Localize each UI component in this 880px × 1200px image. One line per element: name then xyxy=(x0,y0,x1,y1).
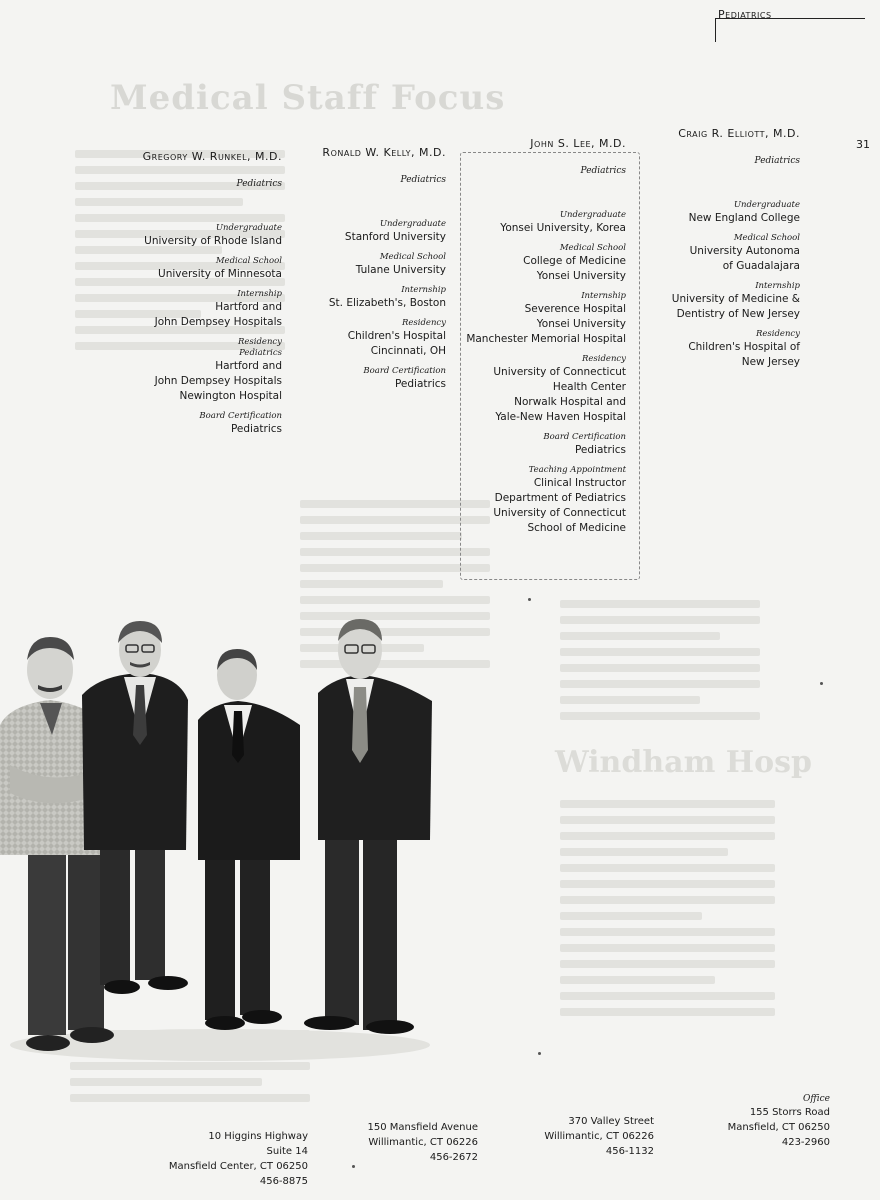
ghost-title-right: Windham Hosp xyxy=(555,745,813,780)
credential-entry xyxy=(466,354,626,425)
credential-heading: Board Certification xyxy=(543,432,626,442)
credential-line: Tulane University xyxy=(355,264,446,276)
doctor-column-kelly xyxy=(322,146,446,399)
office-line: 155 Storrs Road xyxy=(749,1107,830,1118)
credential-entry xyxy=(322,366,446,392)
credential-line: New Jersey xyxy=(741,356,800,368)
credential-entry xyxy=(143,289,282,330)
credential-heading: Medical School xyxy=(379,252,446,262)
credential-entry xyxy=(672,200,800,226)
office-line: 456-2672 xyxy=(429,1152,478,1163)
credential-line: Pediatrics xyxy=(239,348,282,358)
credential-line: Norwalk Hospital and xyxy=(514,396,626,408)
credential-entry xyxy=(672,233,800,274)
credential-entry xyxy=(672,281,800,322)
credential-line: School of Medicine xyxy=(527,522,626,534)
office-heading: Office xyxy=(803,1094,830,1104)
doctor-specialty: Pediatrics xyxy=(400,175,446,185)
credential-line: Pediatrics xyxy=(574,444,626,456)
credential-line: University of Rhode Island xyxy=(144,235,282,247)
office-line: Mansfield Center, CT 06250 xyxy=(168,1161,308,1172)
credential-heading: Medical School xyxy=(215,256,282,266)
doctor-name: Ronald W. Kelly, M.D. xyxy=(322,146,446,159)
credential-entry xyxy=(466,465,626,536)
office-line: Suite 14 xyxy=(266,1146,308,1157)
credential-entry xyxy=(466,210,626,236)
credential-line: Dentistry of New Jersey xyxy=(676,308,800,320)
doctor-name: John S. Lee, M.D. xyxy=(530,137,626,150)
doctor-column-elliott xyxy=(672,127,800,377)
credential-heading: Residency xyxy=(581,354,626,364)
page-number: 31 xyxy=(856,138,870,151)
doctor-name: Gregory W. Runkel, M.D. xyxy=(142,150,282,163)
credential-heading: Board Certification xyxy=(199,411,282,421)
office-address-mansfield-center xyxy=(169,1129,308,1189)
credential-entry xyxy=(143,337,282,404)
credential-line: New England College xyxy=(688,212,800,224)
credential-heading: Board Certification xyxy=(363,366,446,376)
credential-heading: Residency xyxy=(237,337,282,347)
credential-entry xyxy=(322,219,446,245)
office-line: 456-1132 xyxy=(605,1146,654,1157)
office-line: 10 Higgins Highway xyxy=(208,1131,308,1142)
speck xyxy=(528,598,531,601)
credential-line: Clinical Instructor xyxy=(533,477,626,489)
credential-line: Yonsei University xyxy=(536,270,626,282)
credential-entry xyxy=(322,252,446,278)
person-3 xyxy=(198,649,300,1030)
credential-line: University of Minnesota xyxy=(158,268,282,280)
office-line: Mansfield, CT 06250 xyxy=(727,1122,830,1133)
credential-heading: Residency xyxy=(755,329,800,339)
credential-line: Manchester Memorial Hospital xyxy=(466,333,626,345)
credential-heading: Medical School xyxy=(733,233,800,243)
doctor-column-runkel xyxy=(143,150,282,444)
office-line: 456-8875 xyxy=(259,1176,308,1187)
credential-entry xyxy=(672,329,800,370)
credential-entry xyxy=(466,243,626,284)
doctor-specialty: Pediatrics xyxy=(236,179,282,189)
ghost-lines-right-lower xyxy=(560,800,775,1024)
credential-line: University of Connecticut xyxy=(493,366,626,378)
credential-entry xyxy=(143,256,282,282)
credential-line: Yale-New Haven Hospital xyxy=(495,411,626,423)
credential-line: Cincinnati, OH xyxy=(370,345,446,357)
office-line: 150 Mansfield Avenue xyxy=(367,1122,478,1133)
credential-line: John Dempsey Hospitals xyxy=(154,375,282,387)
doctor-specialty: Pediatrics xyxy=(754,156,800,166)
credential-line: Yonsei University xyxy=(536,318,626,330)
office-address-valley-street xyxy=(544,1114,654,1159)
credential-heading: Internship xyxy=(755,281,800,291)
credential-line: Children's Hospital of xyxy=(688,341,800,353)
physicians-group-photo xyxy=(0,615,460,1065)
doctor-column-lee xyxy=(466,137,626,543)
speck xyxy=(820,682,823,685)
credential-heading: Undergraduate xyxy=(379,219,446,229)
speck xyxy=(538,1052,541,1055)
credential-line: Yonsei University, Korea xyxy=(500,222,626,234)
credential-line: Newington Hospital xyxy=(179,390,282,402)
ghost-lines-right xyxy=(560,600,760,728)
credential-entry xyxy=(322,318,446,359)
credential-heading: Undergraduate xyxy=(733,200,800,210)
section-label: Pediatrics xyxy=(718,8,772,21)
office-line: 423-2960 xyxy=(781,1137,830,1148)
office-address-storrs-road xyxy=(728,1093,830,1150)
credential-line: University Autonoma xyxy=(689,245,800,257)
credential-heading: Internship xyxy=(237,289,282,299)
credential-line: College of Medicine xyxy=(523,255,626,267)
office-line: Willimantic, CT 06226 xyxy=(544,1131,654,1142)
credential-heading: Internship xyxy=(401,285,446,295)
credential-line: St. Elizabeth's, Boston xyxy=(328,297,446,309)
credential-line: Health Center xyxy=(552,381,626,393)
credential-heading: Undergraduate xyxy=(559,210,626,220)
credential-entry xyxy=(143,411,282,437)
credential-entry xyxy=(466,291,626,347)
credential-line: Pediatrics xyxy=(394,378,446,390)
credential-line: Pediatrics xyxy=(230,423,282,435)
ghost-title-left: Medical Staff Focus xyxy=(110,78,506,118)
credential-line: Severence Hospital xyxy=(524,303,626,315)
credential-line: Department of Pediatrics xyxy=(494,492,626,504)
credential-line: John Dempsey Hospitals xyxy=(154,316,282,328)
credential-line: University of Connecticut xyxy=(493,507,626,519)
credential-heading: Medical School xyxy=(559,243,626,253)
credential-line: Stanford University xyxy=(344,231,446,243)
credential-line: University of Medicine & xyxy=(671,293,800,305)
doctor-specialty: Pediatrics xyxy=(580,166,626,176)
credential-heading: Internship xyxy=(581,291,626,301)
doctor-name: Craig R. Elliott, M.D. xyxy=(678,127,800,140)
credential-heading: Teaching Appointment xyxy=(528,465,626,475)
office-line: Willimantic, CT 06226 xyxy=(368,1137,478,1148)
office-address-mansfield-avenue xyxy=(368,1120,478,1165)
person-4 xyxy=(304,619,432,1034)
office-line: 370 Valley Street xyxy=(568,1116,654,1127)
credential-line: of Guadalajara xyxy=(722,260,800,272)
credential-heading: Residency xyxy=(401,318,446,328)
credential-entry xyxy=(322,285,446,311)
header-rule-vertical xyxy=(715,18,716,42)
speck xyxy=(352,1165,355,1168)
credential-entry xyxy=(143,223,282,249)
credential-line: Hartford and xyxy=(215,360,282,372)
credential-line: Children's Hospital xyxy=(347,330,446,342)
credential-entry xyxy=(466,432,626,458)
credential-heading: Undergraduate xyxy=(215,223,282,233)
credential-line: Hartford and xyxy=(215,301,282,313)
